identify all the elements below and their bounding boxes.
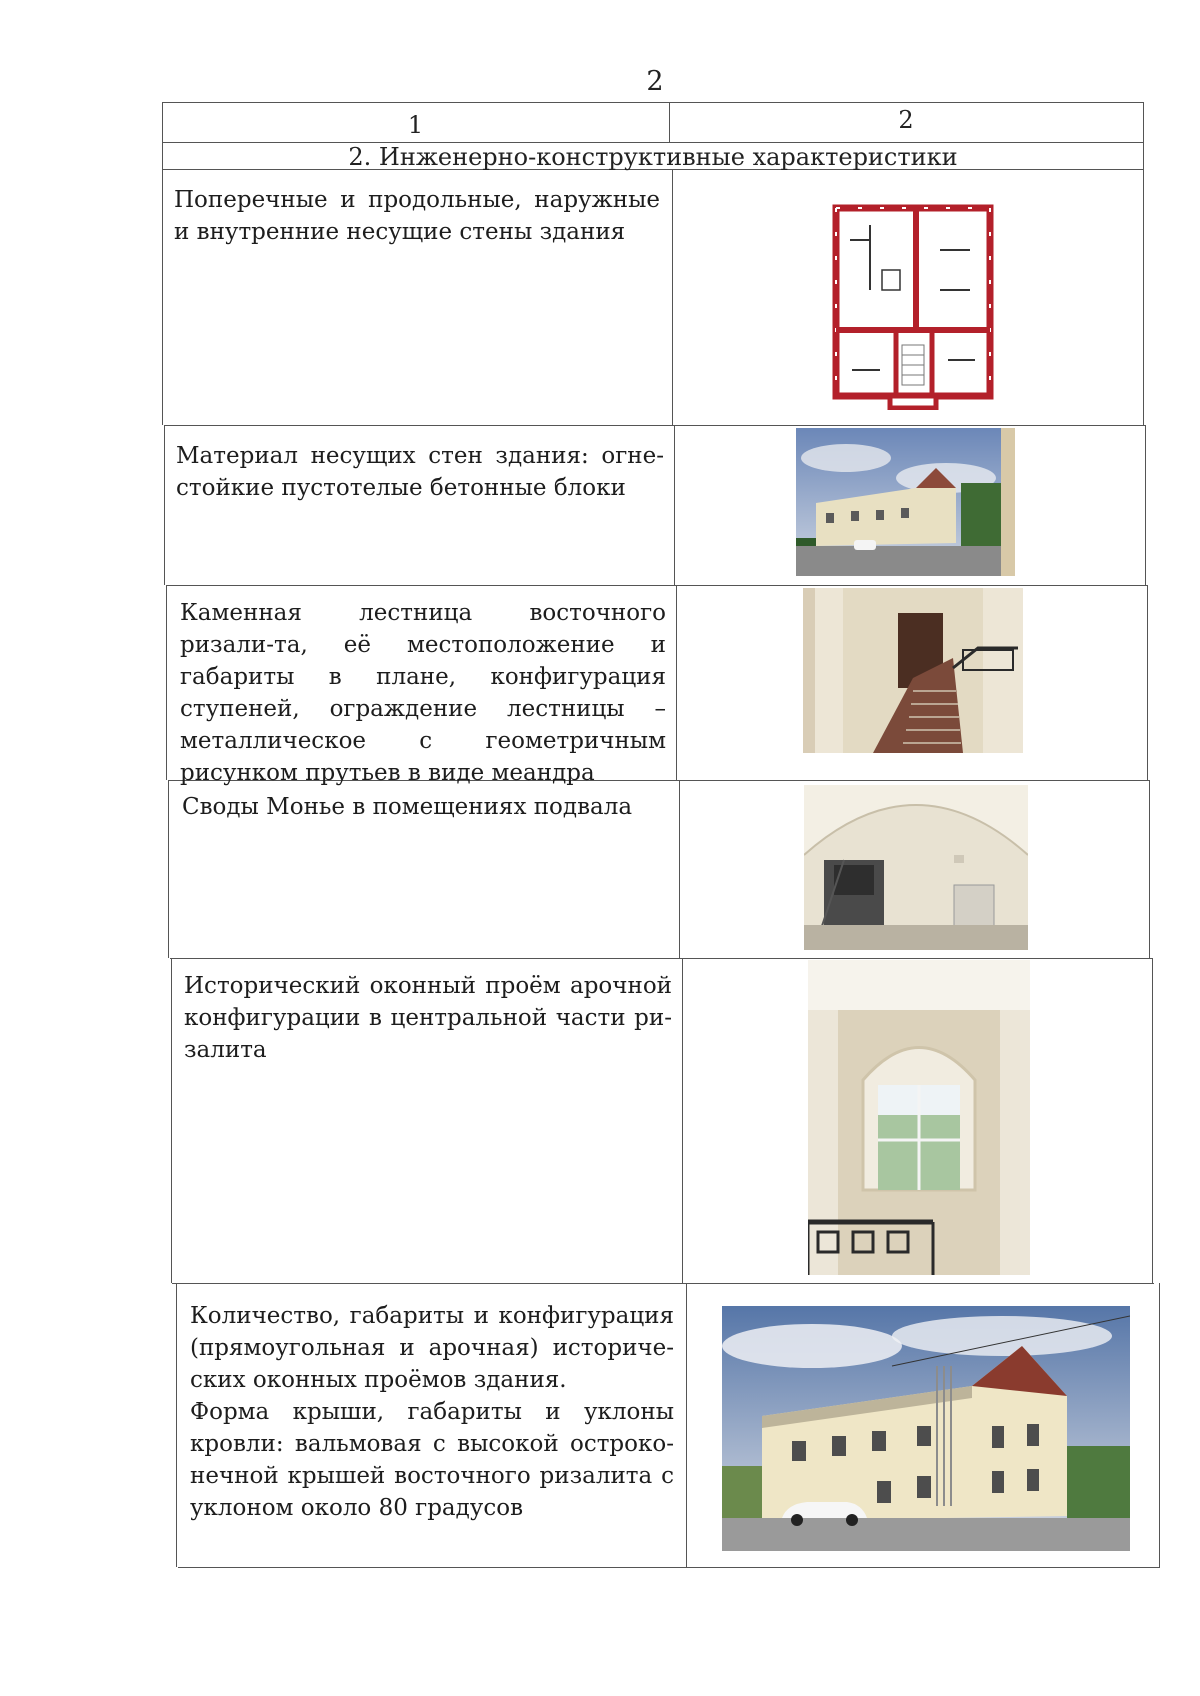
table-border-left	[168, 780, 169, 958]
table-border-right	[1152, 958, 1153, 1283]
column-divider	[679, 780, 680, 958]
section-title: 2. Инженерно-конструктивные характеристики	[348, 143, 958, 171]
row-6-paragraph-1: Количество, габариты и конфигурация (прямоугольная и арочная) историче-ских оконных проёмов здания.	[190, 1303, 674, 1393]
table-border-bottom	[178, 1567, 1160, 1568]
page-number: 2	[646, 66, 664, 97]
table-border-left	[164, 425, 165, 585]
row-6-paragraph-2: Форма крыши, габариты и уклоны кровли: вальмовая с высокой остроко-нечной крышей восточного ризалита с уклоном около 80 градусов	[190, 1399, 674, 1521]
building-exterior-photo	[796, 428, 1015, 576]
table-border-left	[166, 585, 167, 780]
basement-vault-photo	[804, 785, 1028, 950]
column-header-1: 1	[407, 111, 424, 139]
row-4-description: Своды Монье в помещениях подвала	[182, 794, 633, 820]
row-1-description: Поперечные и продольные, наружные и внутренние несущие стены здания	[174, 187, 660, 245]
table-border-right	[1149, 780, 1150, 958]
table-border-right	[1147, 585, 1148, 780]
building-facade-photo	[722, 1306, 1130, 1551]
column-header-2: 2	[898, 106, 914, 134]
floor-plan-drawing	[830, 180, 1000, 410]
staircase-photo	[803, 588, 1023, 753]
row-3-description: Каменная лестница восточного ризали-та, её местоположение и габариты в плане, конфигурация ступеней, ограждение лестницы – металлическое с геометричным рисунком прутьев в виде меандра	[180, 600, 666, 786]
table-rule	[172, 1283, 1154, 1284]
floor-plan-image	[830, 180, 1000, 410]
table-rule	[166, 585, 1148, 586]
column-divider	[674, 425, 675, 585]
row-2-description: Материал несущих стен здания: огне-стойкие пустотелые бетонные блоки	[176, 443, 664, 501]
column-divider	[672, 169, 673, 425]
table-border-right	[1159, 1283, 1160, 1567]
table-rule	[164, 425, 1146, 426]
table-border-left	[176, 1283, 177, 1567]
table-border-top	[162, 102, 1144, 103]
column-divider	[676, 585, 677, 780]
table-rule	[170, 958, 1152, 959]
row-6-description	[190, 1300, 674, 1524]
arched-window-photo	[808, 960, 1030, 1275]
table-border-left	[171, 958, 172, 1283]
table-border-right	[1145, 425, 1146, 585]
row-5-description: Исторический оконный проём арочной конфигурации в центральной части ри-залита	[184, 973, 672, 1063]
column-divider	[686, 1283, 687, 1567]
column-divider	[682, 958, 683, 1283]
